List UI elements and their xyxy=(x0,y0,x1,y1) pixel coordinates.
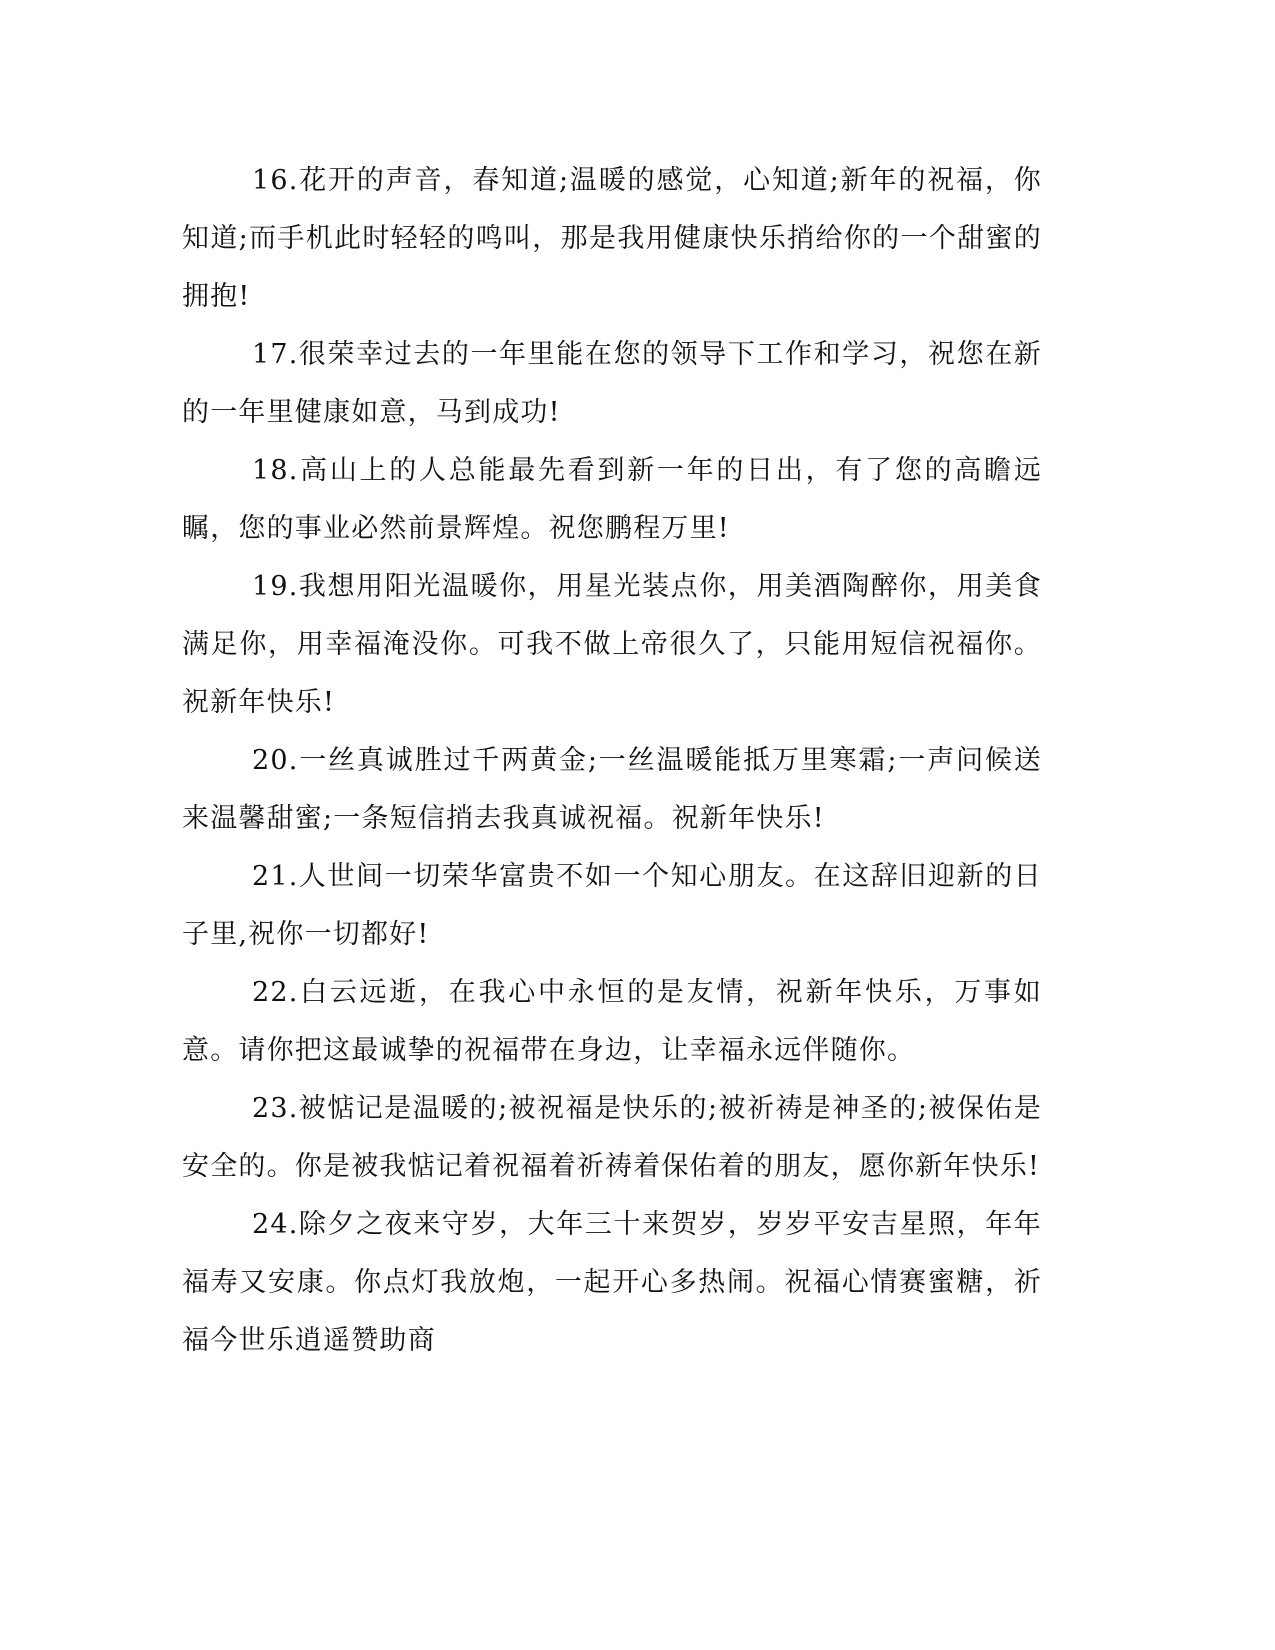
paragraph-18: 18.高山上的人总能最先看到新一年的日出，有了您的高瞻远瞩，您的事业必然前景辉煌。祝您鹏程万里! xyxy=(182,455,1042,544)
paragraph-23: 23.被惦记是温暖的;被祝福是快乐的;被祈祷是神圣的;被保佑是安全的。你是被我惦记着祝福着祈祷着保佑着的朋友，愿你新年快乐! xyxy=(182,1093,1042,1182)
paragraph-22: 22.白云远逝，在我心中永恒的是友情，祝新年快乐，万事如意。请你把这最诚挚的祝福带在身边，让幸福永远伴随你。 xyxy=(182,977,1042,1066)
paragraph-17: 17.很荣幸过去的一年里能在您的领导下工作和学习，祝您在新的一年里健康如意，马到成功! xyxy=(182,339,1042,428)
paragraph-19: 19.我想用阳光温暖你，用星光装点你，用美酒陶醉你，用美食满足你，用幸福淹没你。可我不做上帝很久了，只能用短信祝福你。祝新年快乐! xyxy=(182,571,1042,718)
document-body xyxy=(182,152,1042,1370)
paragraph-20: 20.一丝真诚胜过千两黄金;一丝温暖能抵万里寒霜;一声问候送来温馨甜蜜;一条短信捎去我真诚祝福。祝新年快乐! xyxy=(182,745,1042,834)
paragraph-16: 16.花开的声音，春知道;温暖的感觉，心知道;新年的祝福，你知道;而手机此时轻轻的鸣叫，那是我用健康快乐捎给你的一个甜蜜的拥抱! xyxy=(182,165,1042,312)
paragraph-24: 24.除夕之夜来守岁，大年三十来贺岁，岁岁平安吉星照，年年福寿又安康。你点灯我放炮，一起开心多热闹。祝福心情赛蜜糖，祈福今世乐逍遥赞助商 xyxy=(182,1209,1042,1356)
paragraph-21: 21.人世间一切荣华富贵不如一个知心朋友。在这辞旧迎新的日子里,祝你一切都好! xyxy=(182,861,1042,950)
